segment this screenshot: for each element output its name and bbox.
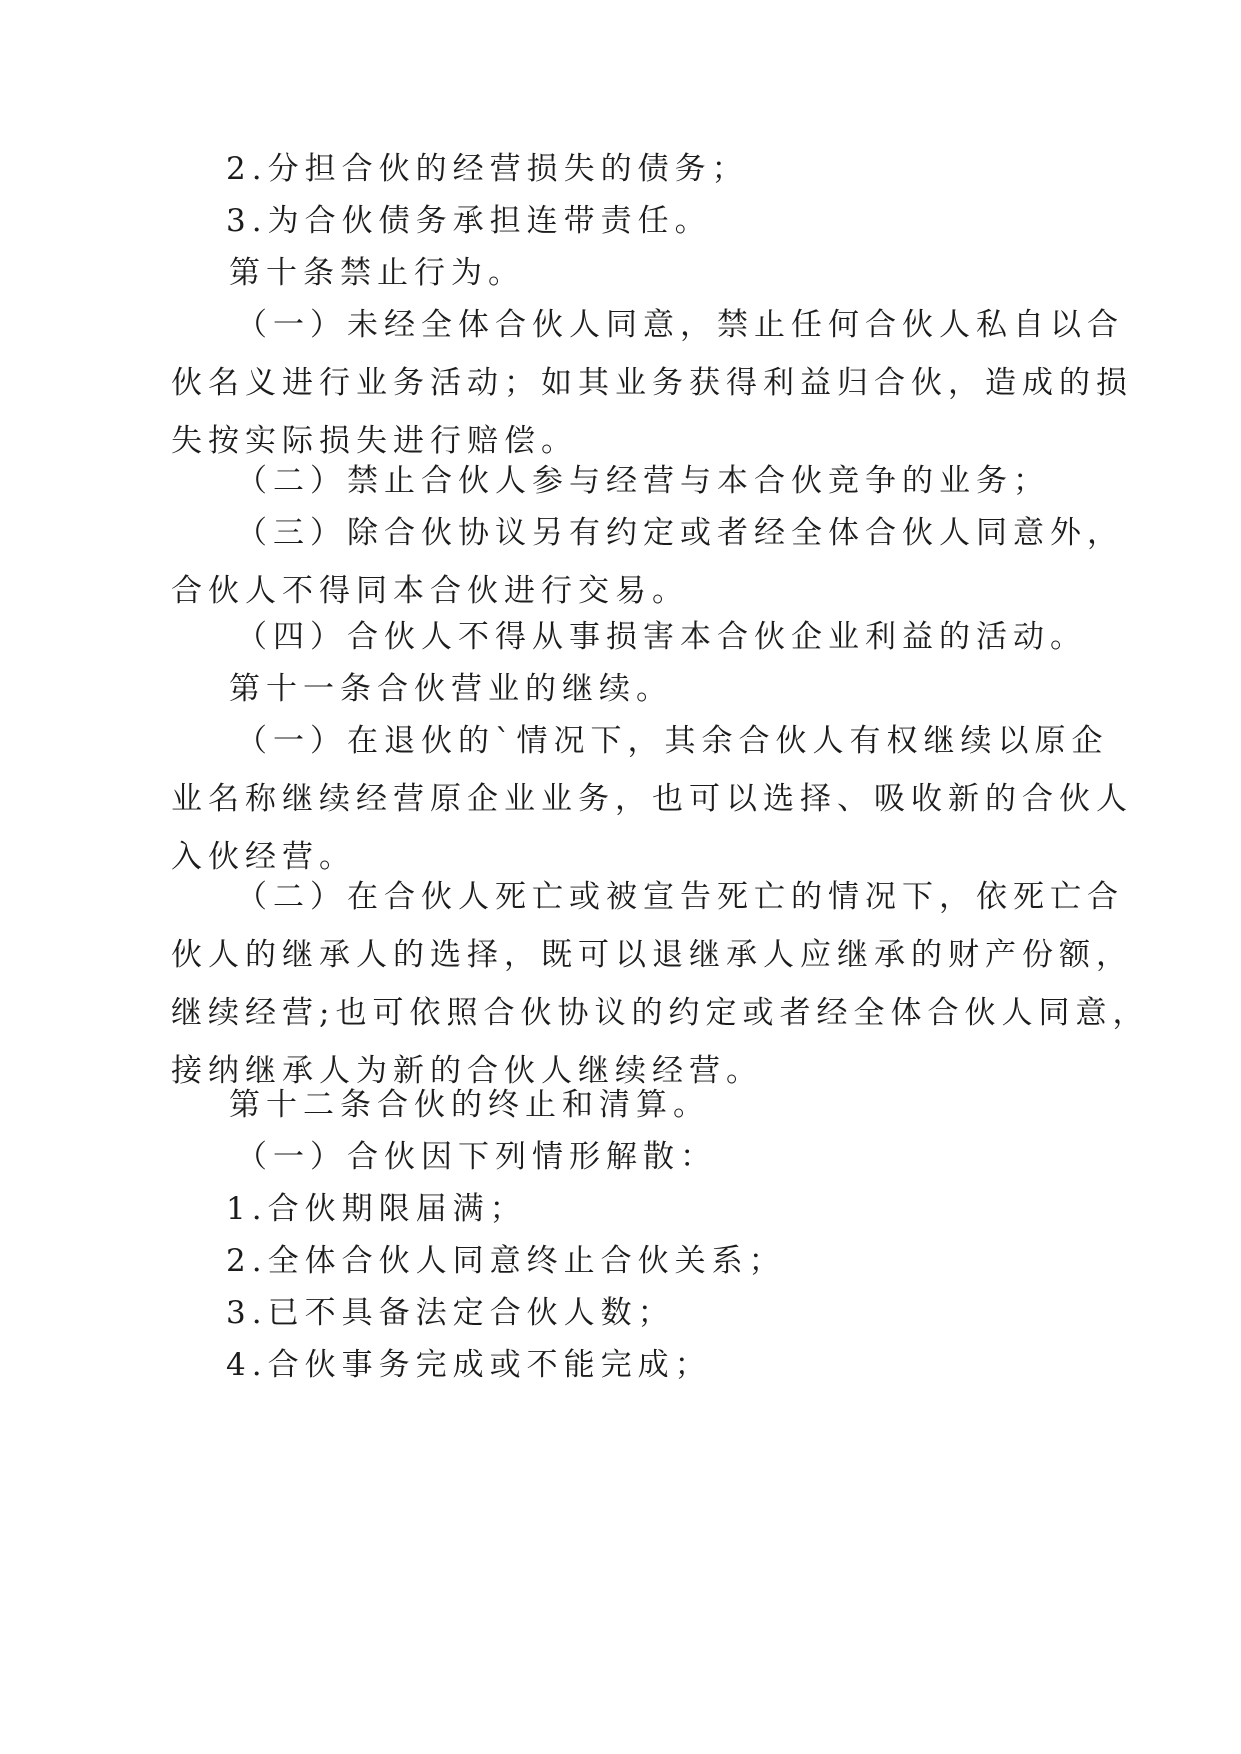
text-line: （四）合伙人不得从事损害本合伙企业利益的活动。 [236, 619, 1087, 655]
article-12-heading [229, 1076, 710, 1134]
text-line: 入伙经营。 [171, 839, 356, 875]
article-11-clause-1 [171, 712, 1133, 886]
text-line: 3.已不具备法定合伙人数； [226, 1295, 675, 1331]
list-item-1 [226, 1180, 527, 1238]
article-11-heading [229, 660, 673, 718]
text-line: 伙人的继承人的选择，既可以退继承人应继承的财产份额， [171, 937, 1133, 973]
text-line: 3.为合伙债务承担连带责任。 [226, 203, 712, 239]
text-line: （二）禁止合伙人参与经营与本合伙竞争的业务； [236, 463, 1050, 499]
text-line: （一）合伙因下列情形解散： [236, 1139, 717, 1175]
text-line: 2.全体合伙人同意终止合伙关系； [226, 1243, 786, 1279]
article-10-heading [229, 244, 525, 302]
article-12-clause-1 [236, 1128, 717, 1186]
article-11-clause-2 [171, 868, 1149, 1100]
text-line: （二）在合伙人死亡或被宣告死亡的情况下，依死亡合 [236, 879, 1124, 915]
text-line: 第十二条合伙的终止和清算。 [229, 1087, 710, 1123]
article-10-clause-3 [171, 504, 1124, 620]
text-line: 第十一条合伙营业的继续。 [229, 671, 673, 707]
text-line: （一）在退伙的`情况下，其余合伙人有权继续以原企 [236, 723, 1109, 759]
text-line: 第十条禁止行为。 [229, 255, 525, 291]
text-line: 合伙人不得同本合伙进行交易。 [171, 573, 689, 609]
text-line: 业名称继续经营原企业业务，也可以选择、吸收新的合伙人 [171, 781, 1133, 817]
article-10-clause-2 [236, 452, 1050, 510]
list-item-3 [226, 1284, 675, 1342]
paragraph-item-3 [226, 192, 712, 250]
text-line: 1.合伙期限届满； [226, 1191, 527, 1227]
paragraph-item-2 [226, 140, 749, 198]
text-line: 2.分担合伙的经营损失的债务； [226, 151, 749, 187]
article-10-clause-4 [236, 608, 1087, 666]
article-10-clause-1 [171, 296, 1133, 470]
text-line: （三）除合伙协议另有约定或者经全体合伙人同意外， [236, 515, 1124, 551]
text-line: 4.合伙事务完成或不能完成； [226, 1347, 712, 1383]
text-line: 失按实际损失进行赔偿。 [171, 423, 578, 459]
text-line: 伙名义进行业务活动；如其业务获得利益归合伙，造成的损 [171, 365, 1133, 401]
text-line: 继续经营;也可依照合伙协议的约定或者经全体合伙人同意， [171, 995, 1150, 1031]
list-item-4 [226, 1336, 712, 1394]
text-line: 接纳继承人为新的合伙人继续经营。 [171, 1053, 763, 1089]
text-line: （一）未经全体合伙人同意，禁止任何合伙人私自以合 [236, 307, 1124, 343]
list-item-2 [226, 1232, 786, 1290]
